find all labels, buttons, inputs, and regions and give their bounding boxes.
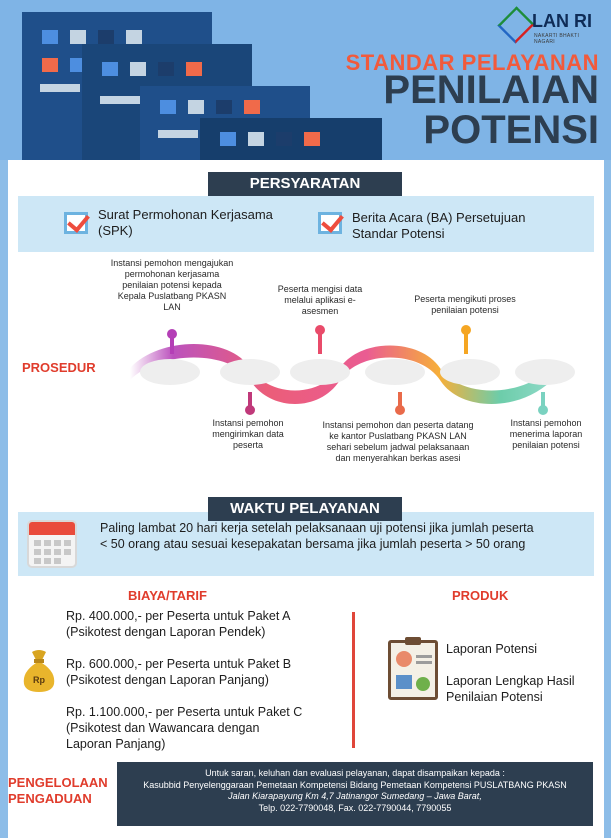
- requirement-2: Berita Acara (BA) Persetujuan Standar Potensi: [352, 210, 526, 241]
- page-title-line2: POTENSI: [423, 108, 599, 152]
- biaya-heading: BIAYA/TARIF: [128, 588, 207, 603]
- checkbox-icon: [318, 212, 342, 234]
- requirement-1: Surat Permohonan Kerjasama (SPK): [98, 207, 273, 238]
- page-subtitle: STANDAR PELAYANAN: [345, 50, 599, 75]
- procedure-step-3: Peserta mengisi data melalui aplikasi e-asesmen: [277, 284, 363, 316]
- page-title-line1: PENILAIAN: [383, 68, 599, 112]
- produk-heading: PRODUK: [452, 588, 509, 603]
- price-b-detail: (Psikotest dengan Laporan Panjang): [66, 673, 269, 687]
- pengaduan-line-1: Untuk saran, keluhan dan evaluasi pelayanan, dapat disampaikan kepada :: [205, 768, 505, 778]
- pengaduan-line-2: Kasubbid Penyelenggaraan Pemetaan Kompetensi Bidang Pemetaan Kompetensi PUSLATBANG PKASN: [143, 779, 567, 790]
- calendar-icon: [27, 520, 77, 568]
- logo-tagline: NAKARTI BHAKTI NAGARI: [534, 33, 580, 45]
- pengaduan-line-3: Jalan Kiarapayung Km 4,7 Jatinangor Sumedang – Jawa Barat,: [228, 791, 482, 801]
- money-bag-icon: [20, 648, 58, 692]
- procedure-step-4: Instansi pemohon dan peserta datang ke kantor Puslatbang PKASN LAN sehari sebelum jadwal pelaksanaan dan menyerahkan berkas asesi: [322, 420, 474, 463]
- price-c: Rp. 1.100.000,- per Peserta untuk Paket C: [66, 705, 303, 719]
- waktu-text: Paling lambat 20 hari kerja setelah pelaksanaan uji potensi jika jumlah peserta < 50 orang atau sesuai kesepakatan bersama jika jumlah peserta > 50 orang: [100, 521, 534, 551]
- price-a: Rp. 400.000,- per Peserta untuk Paket A: [66, 609, 291, 623]
- money-bag-label: Rp: [33, 675, 45, 685]
- persyaratan-heading: PERSYARATAN: [208, 172, 402, 196]
- procedure-step-6: Instansi pemohon menerima laporan penilaian potensi: [509, 418, 583, 450]
- waktu-heading: WAKTU PELAYANAN: [208, 497, 402, 521]
- logo-mark-icon: [497, 6, 534, 43]
- header-banner: [0, 0, 611, 160]
- procedure-step-1: Instansi pemohon mengajukan permohonan kerjasama penilaian potensi kepada Kepala Puslatbang PKASN LAN: [110, 258, 234, 312]
- procedure-step-5: Peserta mengikuti proses penilaian potensi: [414, 294, 516, 315]
- prosedur-label: PROSEDUR: [22, 360, 96, 375]
- lan-ri-logo: [500, 6, 600, 46]
- procedure-step-2: Instansi pemohon mengirimkan data peserta: [212, 418, 284, 450]
- report-clipboard-icon: [388, 640, 438, 700]
- logo-name: LAN RI: [532, 11, 592, 31]
- product-2: Laporan Lengkap Hasil Penilaian Potensi: [446, 674, 575, 704]
- price-b: Rp. 600.000,- per Peserta untuk Paket B: [66, 657, 292, 671]
- section-divider: [352, 612, 355, 748]
- product-1: Laporan Potensi: [446, 642, 538, 656]
- pengaduan-box: [117, 762, 593, 826]
- pengaduan-label: PENGELOLAAN PENGADUAN: [8, 775, 108, 806]
- pengaduan-line-4: Telp. 022-7790048, Fax. 022-7790044, 7790055: [258, 802, 452, 813]
- price-c-detail: (Psikotest dan Wawancara dengan Laporan Panjang): [66, 721, 260, 751]
- checkbox-icon: [64, 212, 88, 234]
- price-a-detail: (Psikotest dengan Laporan Pendek): [66, 625, 266, 639]
- procedure-flow: [0, 320, 611, 420]
